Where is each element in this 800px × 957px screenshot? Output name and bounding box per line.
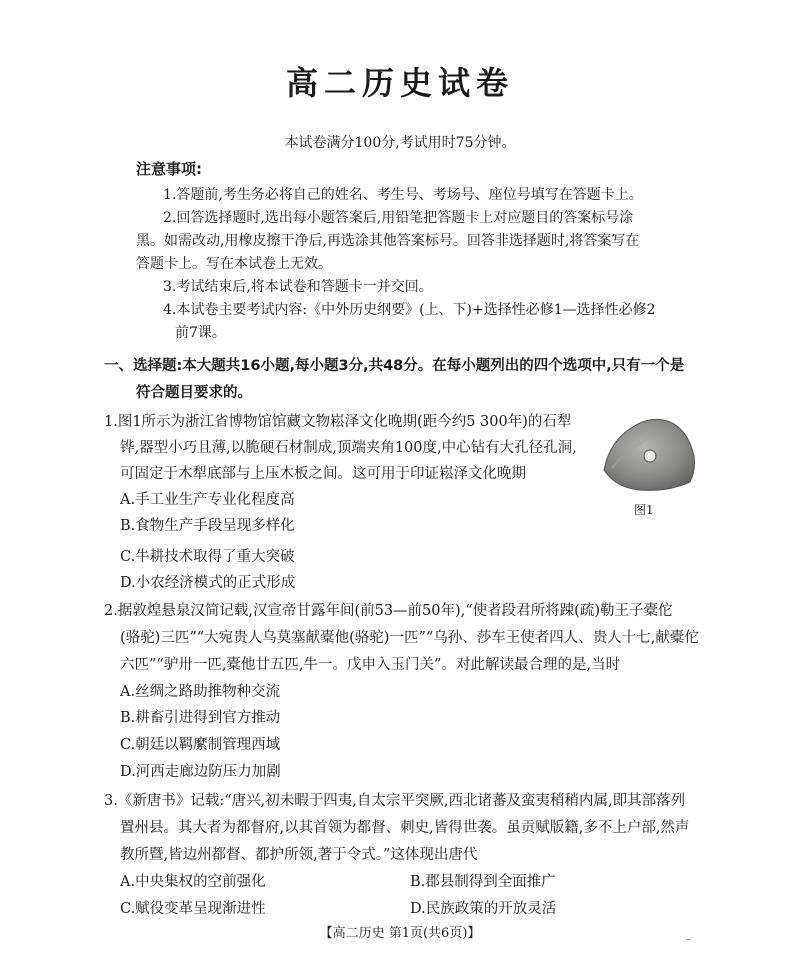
page-footer: 【高二历史 第1页(共6页)】 — [319, 926, 481, 941]
question-2-option-b: B.耕畜引进得到官方推动 — [120, 710, 281, 726]
question-2-stem: (骆驼)三匹”“大宛贵人乌莫塞献橐他(骆驼)一匹”“乌孙、莎车王使者四人、贵人十七,献橐佗 — [120, 630, 699, 646]
notice-heading: 注意事项: — [136, 160, 202, 178]
question-3-option-c: C.赋役变革呈现渐进性 — [120, 901, 266, 917]
notice-line: 4.本试卷主要考试内容:《中外历史纲要》(上、下)+选择性必修1—选择性必修2 — [163, 302, 656, 318]
notice-line: 3.考试结束后,将本试卷和答题卡一并交回。 — [163, 279, 433, 295]
notice-line: 2.回答选择题时,选出每小题答案后,用铅笔把答题卡上对应题目的答案标号涂 — [163, 210, 634, 226]
question-1-option-a: A.手工业生产专业化程度高 — [120, 492, 295, 508]
section-heading: 一、选择题:本大题共16小题,每小题3分,共48分。在每小题列出的四个选项中,只有一个是 — [104, 358, 685, 374]
question-1-stem: 1.图1所示为浙江省博物馆馆藏文物崧泽文化晚期(距今约5 300年)的石犁 — [104, 414, 572, 430]
figure-caption: 图1 — [634, 503, 654, 517]
question-2-option-a: A.丝绸之路助推物种交流 — [120, 684, 281, 700]
question-3-stem: 置州县。其大者为都督府,以其首领为都督、刺史,皆得世袭。虽贡赋版籍,多不上户部,然声 — [120, 820, 690, 836]
exam-info: 本试卷满分100分,考试用时75分钟。 — [284, 135, 516, 151]
notice-line: 黑。如需改动,用橡皮擦干净后,再选涂其他答案标号。回答非选择题时,将答案写在 — [136, 233, 640, 249]
question-3-stem: 3.《新唐书》记载:“唐兴,初未暇于四夷,自太宗平突厥,西北诸蕃及蛮夷稍稍内属,即其部落列 — [104, 793, 686, 809]
corner-mark: – — [686, 934, 691, 945]
question-2-option-d: D.河西走廊边防压力加剧 — [120, 764, 281, 780]
stone-plough-image — [598, 408, 698, 498]
notice-line: 答题卡上。写在本试卷上无效。 — [136, 256, 332, 272]
question-2-stem: 2.据敦煌悬泉汉简记载,汉宣帝甘露年间(前53—前50年),“使者段君所将踈(疏)勒王子橐佗 — [104, 603, 673, 619]
notice-line: 前7课。 — [175, 325, 226, 341]
question-2-stem: 六匹”“驴卅一匹,橐他廿五匹,牛一。戊申入玉门关”。对此解读最合理的是,当时 — [120, 657, 621, 673]
page-title: 高二历史试卷 — [285, 64, 514, 102]
question-3-option-d: D.民族政策的开放灵活 — [410, 901, 557, 917]
question-3-stem: 教所暨,皆边州都督、都护所领,著于令式。”这体现出唐代 — [120, 847, 478, 863]
question-1-option-d: D.小农经济模式的正式形成 — [120, 575, 296, 591]
question-3-option-b: B.郡县制得到全面推广 — [410, 874, 556, 890]
question-1-option-c: C.牛耕技术取得了重大突破 — [120, 549, 295, 565]
question-1-stem: 铧,器型小巧且薄,以脆硬石材制成,顶端夹角100度,中心钻有大孔径孔洞, — [120, 440, 577, 456]
notice-line: 1.答题前,考生务必将自己的姓名、考生号、考场号、座位号填写在答题卡上。 — [163, 187, 643, 203]
question-1-option-b: B.食物生产手段呈现多样化 — [120, 518, 295, 534]
question-1-stem: 可固定于木犁底部与上压木板之间。这可用于印证崧泽文化晚期 — [120, 466, 526, 482]
question-3-option-a: A.中央集权的空前强化 — [120, 874, 266, 890]
section-heading-cont: 符合题目要求的。 — [136, 385, 252, 401]
question-2-option-c: C.朝廷以羁縻制管理西域 — [120, 737, 281, 753]
